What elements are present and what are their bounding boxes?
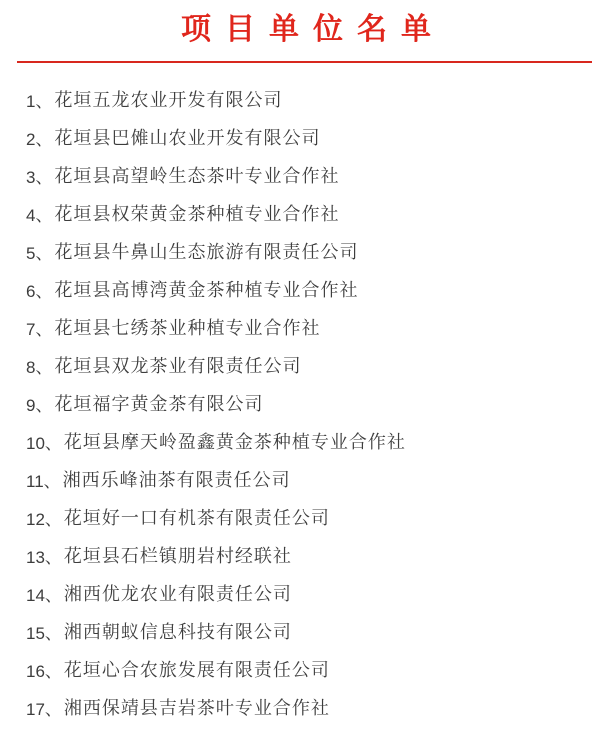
item-name: 花垣县高望岭生态茶叶专业合作社 bbox=[54, 166, 340, 186]
item-number: 17、 bbox=[26, 699, 62, 719]
list-item bbox=[26, 232, 602, 270]
item-name: 花垣好一口有机茶有限责任公司 bbox=[63, 508, 330, 528]
item-name: 花垣五龙农业开发有限公司 bbox=[54, 90, 283, 110]
item-number: 4、 bbox=[26, 205, 53, 225]
item-name: 花垣福字黄金茶有限公司 bbox=[54, 394, 264, 414]
item-number: 9、 bbox=[26, 395, 53, 415]
document-header bbox=[0, 0, 612, 63]
list-item bbox=[26, 688, 602, 726]
item-name: 花垣县高博湾黄金茶种植专业合作社 bbox=[54, 280, 359, 300]
list-item bbox=[26, 612, 602, 650]
item-name: 湘西优龙农业有限责任公司 bbox=[63, 584, 292, 604]
item-number: 11、 bbox=[26, 471, 61, 491]
item-number: 2、 bbox=[26, 129, 53, 149]
list-item bbox=[26, 498, 602, 536]
item-number: 15、 bbox=[26, 623, 62, 643]
item-name: 花垣县巴傩山农业开发有限公司 bbox=[54, 128, 321, 148]
list-item bbox=[26, 270, 602, 308]
item-name: 花垣县牛鼻山生态旅游有限责任公司 bbox=[54, 242, 359, 262]
item-name: 湘西乐峰油茶有限责任公司 bbox=[62, 470, 291, 490]
page-title: 项目单位名单 bbox=[181, 13, 445, 46]
item-name: 花垣县石栏镇朋岩村经联社 bbox=[63, 546, 292, 566]
item-number: 3、 bbox=[26, 167, 53, 187]
list-item bbox=[26, 118, 602, 156]
list-item bbox=[26, 650, 602, 688]
item-number: 1、 bbox=[26, 91, 53, 111]
item-number: 14、 bbox=[26, 585, 62, 605]
item-name: 花垣县双龙茶业有限责任公司 bbox=[54, 356, 302, 376]
unit-list bbox=[0, 80, 612, 726]
item-number: 7、 bbox=[26, 319, 53, 339]
item-number: 6、 bbox=[26, 281, 53, 301]
list-item bbox=[26, 460, 602, 498]
list-item bbox=[26, 422, 602, 460]
item-name: 花垣心合农旅发展有限责任公司 bbox=[63, 660, 330, 680]
list-item bbox=[26, 384, 602, 422]
item-name: 湘西保靖县吉岩茶叶专业合作社 bbox=[63, 698, 330, 718]
item-number: 10、 bbox=[26, 433, 62, 453]
item-name: 湘西朝蚁信息科技有限公司 bbox=[63, 622, 292, 642]
item-name: 花垣县摩天岭盈鑫黄金茶种植专业合作社 bbox=[63, 432, 406, 452]
item-number: 16、 bbox=[26, 661, 62, 681]
item-number: 13、 bbox=[26, 547, 62, 567]
list-item bbox=[26, 194, 602, 232]
list-item bbox=[26, 536, 602, 574]
item-number: 8、 bbox=[26, 357, 53, 377]
list-item bbox=[26, 346, 602, 384]
item-number: 12、 bbox=[26, 509, 62, 529]
list-item bbox=[26, 80, 602, 118]
list-item bbox=[26, 574, 602, 612]
item-number: 5、 bbox=[26, 243, 53, 263]
list-item bbox=[26, 308, 602, 346]
title-divider bbox=[17, 61, 592, 63]
item-name: 花垣县权荣黄金茶种植专业合作社 bbox=[54, 204, 340, 224]
item-name: 花垣县七绣茶业种植专业合作社 bbox=[54, 318, 321, 338]
list-item bbox=[26, 156, 602, 194]
